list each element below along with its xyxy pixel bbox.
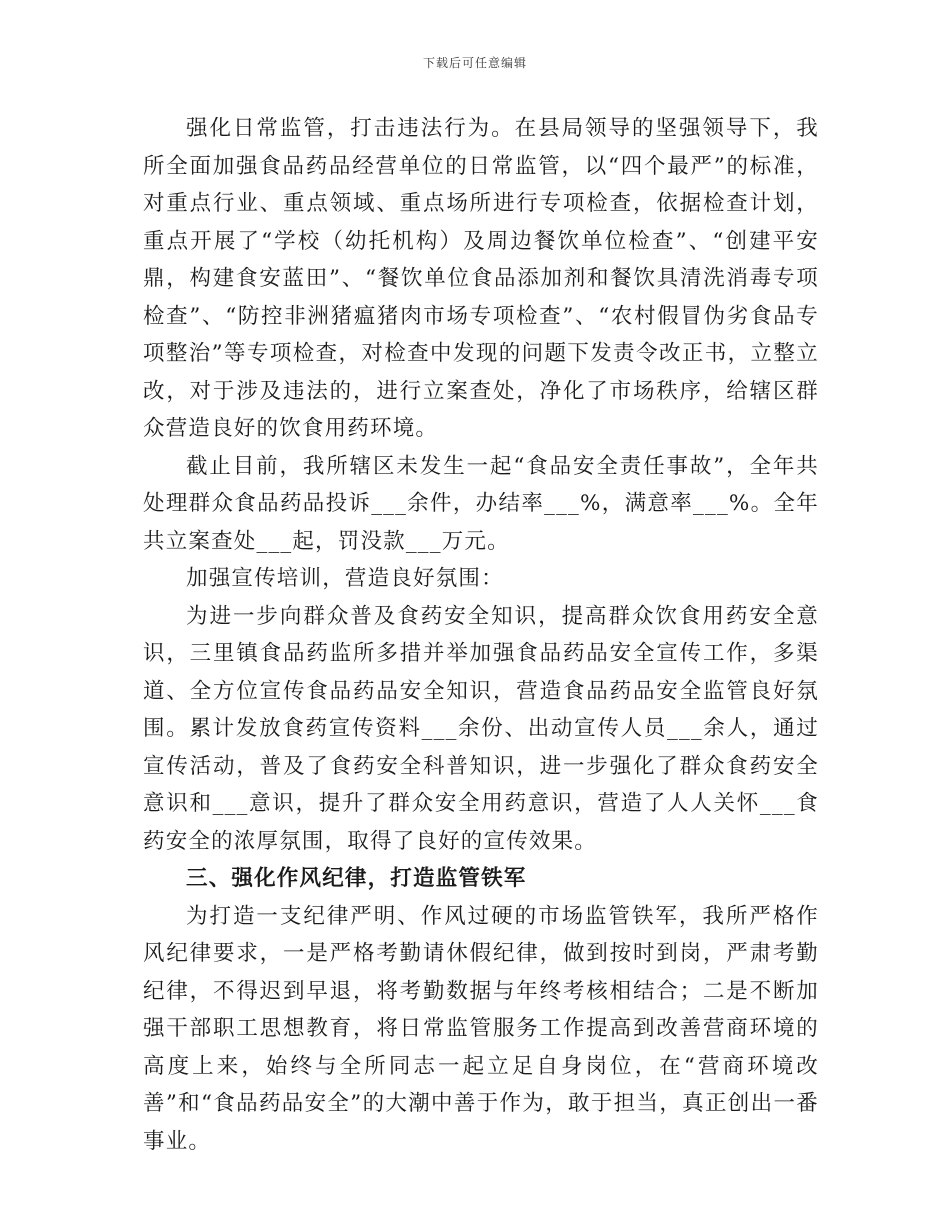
paragraph-statistics: 截止目前，我所辖区未发生一起“食品安全责任事故”，全年共处理群众食品药品投诉___余件，办结率___%，满意率___%。全年共立案查处___起，罚没款___万元。 [143,453,819,554]
paragraph-discipline: 为打造一支纪律严明、作风过硬的市场监管铁军，我所严格作风纪律要求，一是严格考勤请休假纪律，做到按时到岗，严肃考勤纪律，不得迟到早退，将考勤数据与年终考核相结合；二是不断加强干部职工思想教育，将日常监管服务工作提高到改善营商环境的高度上来，始终与全所同志一起立足自身岗位，在“营商环境改善”和“食品药品安全”的大潮中善于作为，敢于担当，真正创出一番事业。 [143,903,819,1154]
section-heading: 三、强化作风纪律，打造监管铁军 [186,866,527,891]
paragraph-publicity: 为进一步向群众普及食药安全知识，提高群众饮食用药安全意识，三里镇食品药监所多措并举加强食品药品安全宣传工作，多渠道、全方位宣传食品药品安全知识，营造食品药品安全监管良好氛围。累计发放食药宣传资料___余份、出动宣传人员___余人，通过宣传活动，普及了食药安全科普知识，进一步强化了群众食药安全意识和___意识，提升了群众安全用药意识，营造了人人关怀___食药安全的浓厚氛围，取得了良好的宣传效果。 [143,603,819,854]
paragraph-supervision: 强化日常监管，打击违法行为。在县局领导的坚强领导下，我所全面加强食品药品经营单位的日常监管，以“四个最严”的标准，对重点行业、重点领域、重点场所进行专项检查，依据检查计划，重点开展了“学校（幼托机构）及周边餐饮单位检查”、“创建平安鼎，构建食安蓝田”、“餐饮单位食品添加剂和餐饮具清洗消毒专项检查”、“防控非洲猪瘟猪肉市场专项检查”、“农村假冒伪劣食品专项整治”等专项检查，对检查中发现的问题下发责令改正书，立整立改，对于涉及违法的，进行立案查处，净化了市场秩序，给辖区群众营造良好的饮食用药环境。 [143,116,819,441]
document-body [143,110,819,1160]
header-note: 下载后可任意编辑 [422,56,527,70]
paragraph-publicity-title: 加强宣传培训，营造良好氛围： [186,566,504,591]
